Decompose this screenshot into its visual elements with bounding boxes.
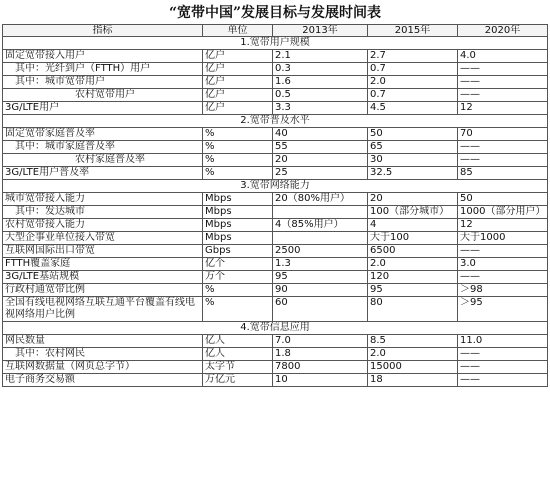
value-cell-2013: 7.0 [273, 335, 368, 348]
value-cell-2013: 90 [273, 284, 368, 297]
value-cell-2020: —— [458, 374, 548, 387]
value-cell-2015: 2.0 [368, 76, 458, 89]
table-row [3, 154, 548, 167]
section-heading-row [3, 115, 548, 128]
value-cell-2013: 60 [273, 297, 368, 322]
indicator-cell: 其中：城市宽带用户 [3, 76, 203, 89]
table-row [3, 206, 548, 219]
table-row [3, 89, 548, 102]
table-row [3, 361, 548, 374]
value-cell-2015: 15000 [368, 361, 458, 374]
indicator-cell: 其中：城市家庭普及率 [3, 141, 203, 154]
table-row [3, 335, 548, 348]
unit-cell: Mbps [203, 206, 273, 219]
unit-cell: 亿户 [203, 50, 273, 63]
value-cell-2013: 1.3 [273, 258, 368, 271]
unit-header: 单位 [203, 25, 273, 37]
value-cell-2020: 50 [458, 193, 548, 206]
value-cell-2020: 70 [458, 128, 548, 141]
value-cell-2015: 18 [368, 374, 458, 387]
value-cell-2013 [273, 232, 368, 245]
value-cell-2015: 50 [368, 128, 458, 141]
unit-cell: % [203, 284, 273, 297]
indicator-cell: FTTH覆盖家庭 [3, 258, 203, 271]
value-cell-2020: —— [458, 89, 548, 102]
indicator-cell: 3G/LTE用户 [3, 102, 203, 115]
indicator-cell: 农村宽带用户 [3, 89, 203, 102]
table-row [3, 193, 548, 206]
value-cell-2015: 120 [368, 271, 458, 284]
unit-cell: 亿户 [203, 89, 273, 102]
value-cell-2020: 1000（部分用户） [458, 206, 548, 219]
unit-cell: 亿人 [203, 335, 273, 348]
unit-cell: 太字节 [203, 361, 273, 374]
table-row [3, 348, 548, 361]
value-cell-2020: 大于1000 [458, 232, 548, 245]
value-cell-2013 [273, 206, 368, 219]
value-cell-2015: 2.7 [368, 50, 458, 63]
value-cell-2013: 20 [273, 154, 368, 167]
value-cell-2013: 0.3 [273, 63, 368, 76]
value-cell-2013: 0.5 [273, 89, 368, 102]
table-row [3, 102, 548, 115]
table-row [3, 219, 548, 232]
value-cell-2020: —— [458, 76, 548, 89]
table-title: “宽带中国”发展目标与发展时间表 [168, 5, 382, 21]
table-row [3, 284, 548, 297]
indicator-cell: 城市宽带接入能力 [3, 193, 203, 206]
value-cell-2013: 20（80%用户） [273, 193, 368, 206]
value-cell-2015: 2.0 [368, 258, 458, 271]
value-cell-2015: 32.5 [368, 167, 458, 180]
unit-cell: % [203, 167, 273, 180]
year-2015-header: 2015年 [368, 25, 458, 37]
value-cell-2015: 2.0 [368, 348, 458, 361]
unit-cell: % [203, 128, 273, 141]
value-cell-2013: 7800 [273, 361, 368, 374]
value-cell-2015: 65 [368, 141, 458, 154]
unit-cell: 亿人 [203, 348, 273, 361]
indicator-cell: 固定宽带家庭普及率 [3, 128, 203, 141]
value-cell-2020: 11.0 [458, 335, 548, 348]
indicator-cell: 3G/LTE用户普及率 [3, 167, 203, 180]
unit-cell: 亿户 [203, 102, 273, 115]
unit-cell: % [203, 154, 273, 167]
indicator-cell: 农村宽带接入能力 [3, 219, 203, 232]
value-cell-2020: 4.0 [458, 50, 548, 63]
table-row [3, 297, 548, 322]
value-cell-2015: 95 [368, 284, 458, 297]
unit-cell: 亿户 [203, 76, 273, 89]
indicator-cell: 农村家庭普及率 [3, 154, 203, 167]
indicator-cell: 固定宽带接入用户 [3, 50, 203, 63]
value-cell-2015: 100（部分城市） [368, 206, 458, 219]
value-cell-2015: 大于100 [368, 232, 458, 245]
value-cell-2020: —— [458, 63, 548, 76]
value-cell-2020: 12 [458, 219, 548, 232]
value-cell-2013: 1.6 [273, 76, 368, 89]
unit-cell: Mbps [203, 232, 273, 245]
section-title: 1.宽带用户规模 [3, 37, 548, 50]
value-cell-2013: 25 [273, 167, 368, 180]
indicator-cell: 其中：农村网民 [3, 348, 203, 361]
value-cell-2015: 8.5 [368, 335, 458, 348]
value-cell-2020: ＞95 [458, 297, 548, 322]
value-cell-2013: 4（85%用户） [273, 219, 368, 232]
table-row [3, 374, 548, 387]
indicator-cell: 电子商务交易额 [3, 374, 203, 387]
indicator-cell: 其中：发达城市 [3, 206, 203, 219]
table-row [3, 232, 548, 245]
value-cell-2013: 55 [273, 141, 368, 154]
value-cell-2013: 2.1 [273, 50, 368, 63]
indicator-cell: 其中：光纤到户（FTTH）用户 [3, 63, 203, 76]
value-cell-2013: 1.8 [273, 348, 368, 361]
year-2020-header: 2020年 [458, 25, 548, 37]
indicator-cell: 3G/LTE基站规模 [3, 271, 203, 284]
section-title: 4.宽带信息应用 [3, 322, 548, 335]
value-cell-2020: —— [458, 361, 548, 374]
indicator-cell: 互联网数据量（网页总字节） [3, 361, 203, 374]
value-cell-2013: 40 [273, 128, 368, 141]
value-cell-2015: 4 [368, 219, 458, 232]
value-cell-2020: —— [458, 141, 548, 154]
indicator-cell: 网民数量 [3, 335, 203, 348]
value-cell-2015: 20 [368, 193, 458, 206]
section-heading-row [3, 37, 548, 50]
value-cell-2020: —— [458, 271, 548, 284]
table-row [3, 271, 548, 284]
indicator-cell: 大型企事业单位接入带宽 [3, 232, 203, 245]
value-cell-2015: 6500 [368, 245, 458, 258]
table-row [3, 63, 548, 76]
table-row [3, 258, 548, 271]
value-cell-2020: —— [458, 245, 548, 258]
unit-cell: 万个 [203, 271, 273, 284]
unit-cell: 亿个 [203, 258, 273, 271]
section-title: 3.宽带网络能力 [3, 180, 548, 193]
development-targets-table [2, 24, 548, 387]
value-cell-2020: —— [458, 154, 548, 167]
section-heading-row [3, 180, 548, 193]
indicator-header: 指标 [3, 25, 203, 37]
table-row [3, 245, 548, 258]
value-cell-2020: 12 [458, 102, 548, 115]
indicator-cell: 行政村通宽带比例 [3, 284, 203, 297]
value-cell-2015: 30 [368, 154, 458, 167]
indicator-cell: 全国有线电视网络互联互通平台覆盖有线电视网络用户比例 [3, 297, 203, 322]
value-cell-2013: 95 [273, 271, 368, 284]
table-row [3, 167, 548, 180]
year-2013-header: 2013年 [273, 25, 368, 37]
value-cell-2020: 3.0 [458, 258, 548, 271]
unit-cell: 万亿元 [203, 374, 273, 387]
value-cell-2015: 0.7 [368, 89, 458, 102]
unit-cell: Gbps [203, 245, 273, 258]
value-cell-2013: 10 [273, 374, 368, 387]
value-cell-2015: 0.7 [368, 63, 458, 76]
value-cell-2020: ＞98 [458, 284, 548, 297]
section-title: 2.宽带普及水平 [3, 115, 548, 128]
unit-cell: % [203, 297, 273, 322]
indicator-cell: 互联网国际出口带宽 [3, 245, 203, 258]
value-cell-2020: 85 [458, 167, 548, 180]
section-heading-row [3, 322, 548, 335]
value-cell-2013: 2500 [273, 245, 368, 258]
table-row [3, 128, 548, 141]
unit-cell: Mbps [203, 193, 273, 206]
table-row [3, 76, 548, 89]
unit-cell: % [203, 141, 273, 154]
unit-cell: Mbps [203, 219, 273, 232]
value-cell-2015: 80 [368, 297, 458, 322]
unit-cell: 亿户 [203, 63, 273, 76]
header-row [3, 25, 548, 37]
value-cell-2013: 3.3 [273, 102, 368, 115]
table-row [3, 50, 548, 63]
value-cell-2015: 4.5 [368, 102, 458, 115]
value-cell-2020: —— [458, 348, 548, 361]
table-row [3, 141, 548, 154]
